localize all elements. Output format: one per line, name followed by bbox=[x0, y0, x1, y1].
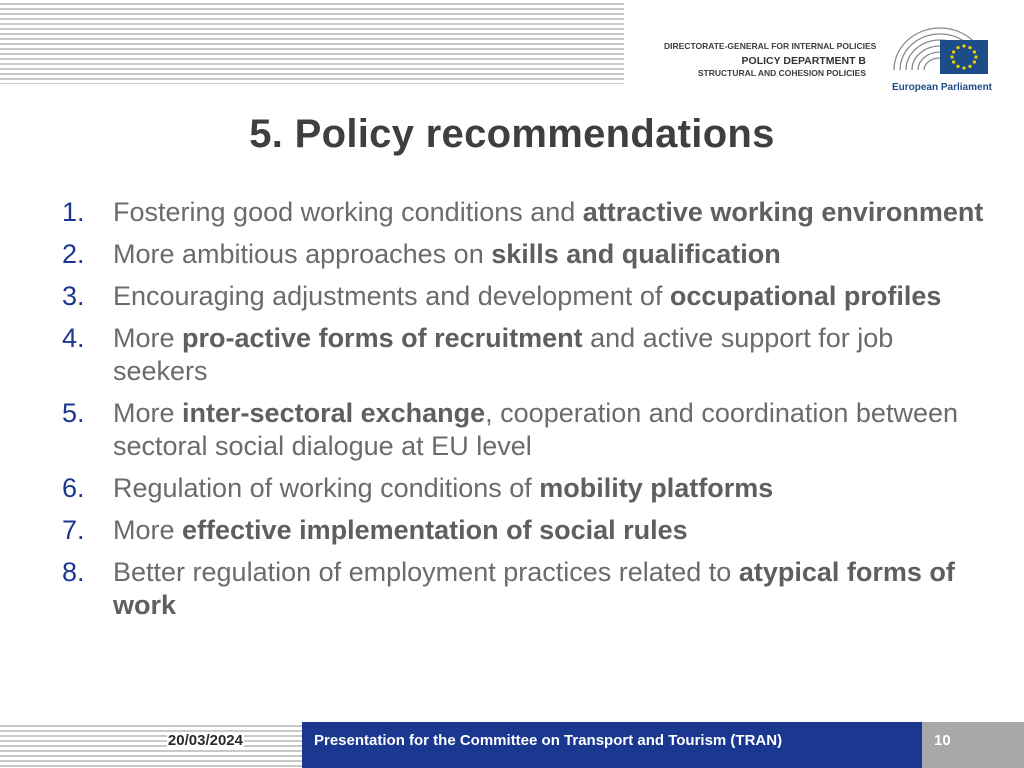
recommendations-list bbox=[62, 196, 992, 631]
list-item-text: Encouraging adjustments and development of bbox=[113, 281, 670, 311]
list-item-emphasis: effective implementation of social rules bbox=[182, 515, 688, 545]
list-item-emphasis: occupational profiles bbox=[669, 281, 942, 311]
list-item-emphasis: mobility platforms bbox=[539, 473, 774, 503]
policies-line: STRUCTURAL AND COHESION POLICIES bbox=[697, 68, 866, 78]
list-item bbox=[62, 280, 992, 313]
page-number: 10 bbox=[934, 732, 951, 749]
list-item-text: Better regulation of employment practices related to bbox=[113, 557, 739, 587]
list-item-number: 5. bbox=[62, 398, 85, 428]
list-item bbox=[62, 196, 992, 229]
list-item bbox=[62, 514, 992, 547]
footer-page-box bbox=[922, 722, 1024, 768]
slide-title: 5. Policy recommendations bbox=[249, 112, 775, 156]
list-item bbox=[62, 238, 992, 271]
list-item bbox=[62, 472, 992, 505]
list-item-text: Regulation of working conditions of bbox=[113, 473, 540, 503]
footer bbox=[0, 722, 1024, 768]
list-item-emphasis: pro-active forms of recruitment bbox=[182, 323, 583, 353]
list-item-number: 3. bbox=[62, 281, 85, 311]
european-parliament-logo bbox=[664, 20, 994, 100]
list-item-text: Fostering good working conditions and bbox=[113, 197, 583, 227]
list-item bbox=[62, 322, 992, 388]
list-item-text: More ambitious approaches on bbox=[113, 239, 492, 269]
list-item-number: 8. bbox=[62, 557, 85, 587]
list-item-text: More bbox=[113, 515, 183, 545]
footer-title-bar bbox=[302, 722, 922, 768]
list-item-number: 2. bbox=[62, 239, 85, 269]
footer-presentation-title: Presentation for the Committee on Transport and Tourism (TRAN) bbox=[314, 732, 783, 749]
department-line: POLICY DEPARTMENT B bbox=[741, 54, 866, 67]
list-item-text: , cooperation and coordination between sectoral social dialogue at EU level bbox=[113, 398, 958, 461]
list-item-number: 6. bbox=[62, 473, 85, 503]
european-parliament-name: European Parliament bbox=[891, 82, 993, 93]
department-text bbox=[664, 40, 877, 78]
list-item bbox=[62, 556, 992, 622]
footer-date-area bbox=[0, 722, 302, 768]
list-item-text: and active support for job seekers bbox=[113, 323, 894, 386]
list-item-number: 1. bbox=[62, 197, 85, 227]
list-item-emphasis: inter-sectoral exchange bbox=[182, 398, 486, 428]
list-item-number: 7. bbox=[62, 515, 85, 545]
directorate-line: DIRECTORATE-GENERAL FOR INTERNAL POLICIES bbox=[664, 41, 877, 51]
list-item-text: More bbox=[113, 323, 183, 353]
footer-date: 20/03/2024 bbox=[167, 732, 243, 749]
header-stripes bbox=[0, 0, 624, 84]
parliament-emblem-icon bbox=[888, 20, 992, 76]
list-item-emphasis: atypical forms of work bbox=[113, 557, 955, 620]
list-item-text: More bbox=[113, 398, 183, 428]
list-item-emphasis: skills and qualification bbox=[491, 239, 781, 269]
list-item-emphasis: attractive working environment bbox=[582, 197, 984, 227]
list-item bbox=[62, 397, 992, 463]
list-item-number: 4. bbox=[62, 323, 85, 353]
